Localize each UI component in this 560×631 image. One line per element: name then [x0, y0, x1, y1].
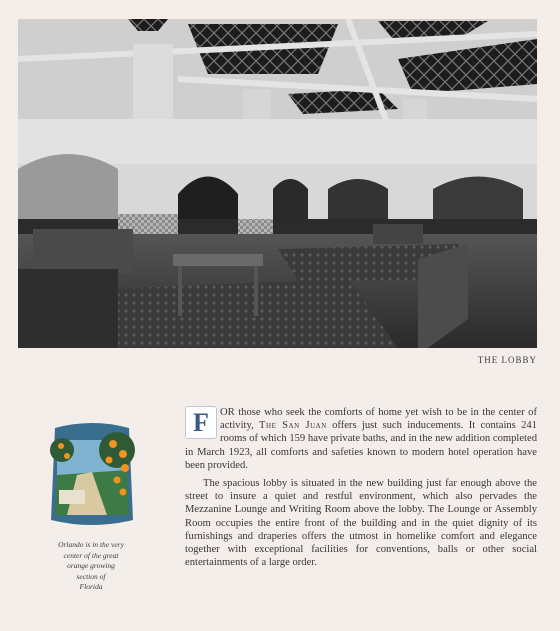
- paragraph-1: [185, 406, 537, 472]
- caption-line: Orlando is in the very: [58, 540, 124, 549]
- caption-line: center of the great: [63, 550, 119, 560]
- photo-caption: THE LOBBY: [477, 355, 537, 365]
- caption-line: Florida: [79, 582, 103, 591]
- paragraph-1-lead: OR those who seek the comforts of home yet wish to be in the center of activity,: [220, 407, 537, 432]
- drop-cap: F: [185, 406, 217, 439]
- article-body: [185, 406, 537, 569]
- paragraph-1-rest: offers just such inducements. It contains 241 rooms of which 159 have private baths, and in the new addition completed in March 1923, all comforts and safeties known to modern hotel operation have been provided.: [185, 420, 538, 471]
- illustration-caption: [36, 540, 146, 593]
- paragraph-2: The spacious lobby is situated in the new building just far enough above the street to insure a quiet and restful environment, which also pervades the Mezzanine Lounge and Writing Room above the lobby. The Lounge or Assembly Room occupies the entire front of the building and in the quiet dignity of its furnishings and draperies offers the utmost in homelike comfort and elegance together with exceptional facilities for conventions, balls or other social entertainments of a large order.: [185, 478, 537, 569]
- caption-line: section of: [76, 571, 106, 581]
- hotel-name: The San Juan: [259, 420, 327, 432]
- orange-grove-illustration: [47, 420, 137, 530]
- caption-line: orange growing: [67, 561, 115, 570]
- lobby-photograph: [18, 19, 537, 348]
